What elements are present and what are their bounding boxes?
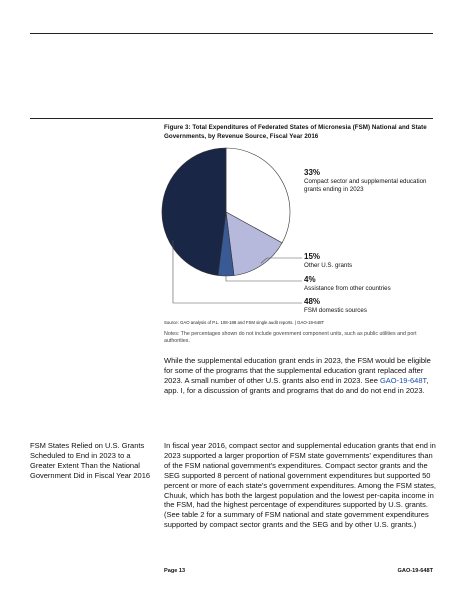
- legend-compact: [304, 168, 439, 194]
- slice-label-other-us-pct: 15%: [304, 252, 321, 261]
- side-heading: FSM States Relied on U.S. Grants Scheduled to End in 2023 to a Greater Extent Than the National Government Did in Fiscal Year 2016: [30, 441, 151, 480]
- legend-other-countries: [304, 275, 439, 293]
- slice-label-compact-pct: 33%: [304, 168, 321, 177]
- report-id: GAO-19-648T: [397, 568, 433, 574]
- slice-label-other-countries-desc: Assistance from other countries: [304, 285, 391, 292]
- figure-notes: Notes: The percentages shown do not include government component units, such as public utilities and port authorities.: [164, 331, 417, 344]
- slice-label-domestic-desc: FSM domestic sources: [304, 307, 367, 314]
- paragraph-2: In fiscal year 2016, compact sector and supplemental education grants that end in 2023 supported a larger proportion of FSM state governments' expenditures than of the FSM national government's expenditures. Compact sector grants and the SEG supported 8 percent of national government expenditures but supported 50 percent or more of each state's government expenditures. Among the FSM states, Chuuk, which has both the largest population and the lowest per-capita income in the FSM, had the highest percentage of expenditures supported by U.S. grants. (See table 2 for a summary of FSM national and state government expenditures supported by compact sector grants and the SEG and by other U.S. grants.): [164, 441, 436, 530]
- slice-domestic: [162, 148, 226, 276]
- legend-domestic: [304, 297, 439, 315]
- slice-label-domestic-pct: 48%: [304, 297, 321, 306]
- pie-chart: [160, 146, 304, 318]
- pie-slices: [162, 148, 290, 276]
- paragraph-1-text-b: , app. I, for a discussion of grants and programs that do and do not end in 2023.: [164, 375, 429, 395]
- slice-label-other-us-desc: Other U.S. grants: [304, 262, 353, 269]
- legend-other-us: [304, 252, 439, 270]
- section-rule: [30, 118, 433, 119]
- page-number: Page 13: [164, 568, 186, 574]
- slice-label-compact-desc: Compact sector and supplemental education grants ending in 2023: [304, 178, 427, 193]
- paragraph-1-text-a: While the supplemental education grant ends in 2023, the FSM would be eligible for some of the programs that the supplemental education grant replaced after 2023. A small number of other U.S. grants also end in 2023. See: [164, 356, 431, 385]
- top-rule: [30, 33, 433, 34]
- figure-source: Source: GAO analysis of P.L. 108-188 and FSM single audit reports. | GAO-19-648T: [164, 320, 325, 325]
- slice-label-other-countries-pct: 4%: [304, 275, 316, 284]
- report-link[interactable]: GAO-19-648T: [379, 375, 427, 385]
- figure-title: Figure 3: Total Expenditures of Federated States of Micronesia (FSM) National and State Governments, by Revenue Source, Fiscal Year 2016: [164, 124, 427, 140]
- paragraph-1: [164, 356, 440, 396]
